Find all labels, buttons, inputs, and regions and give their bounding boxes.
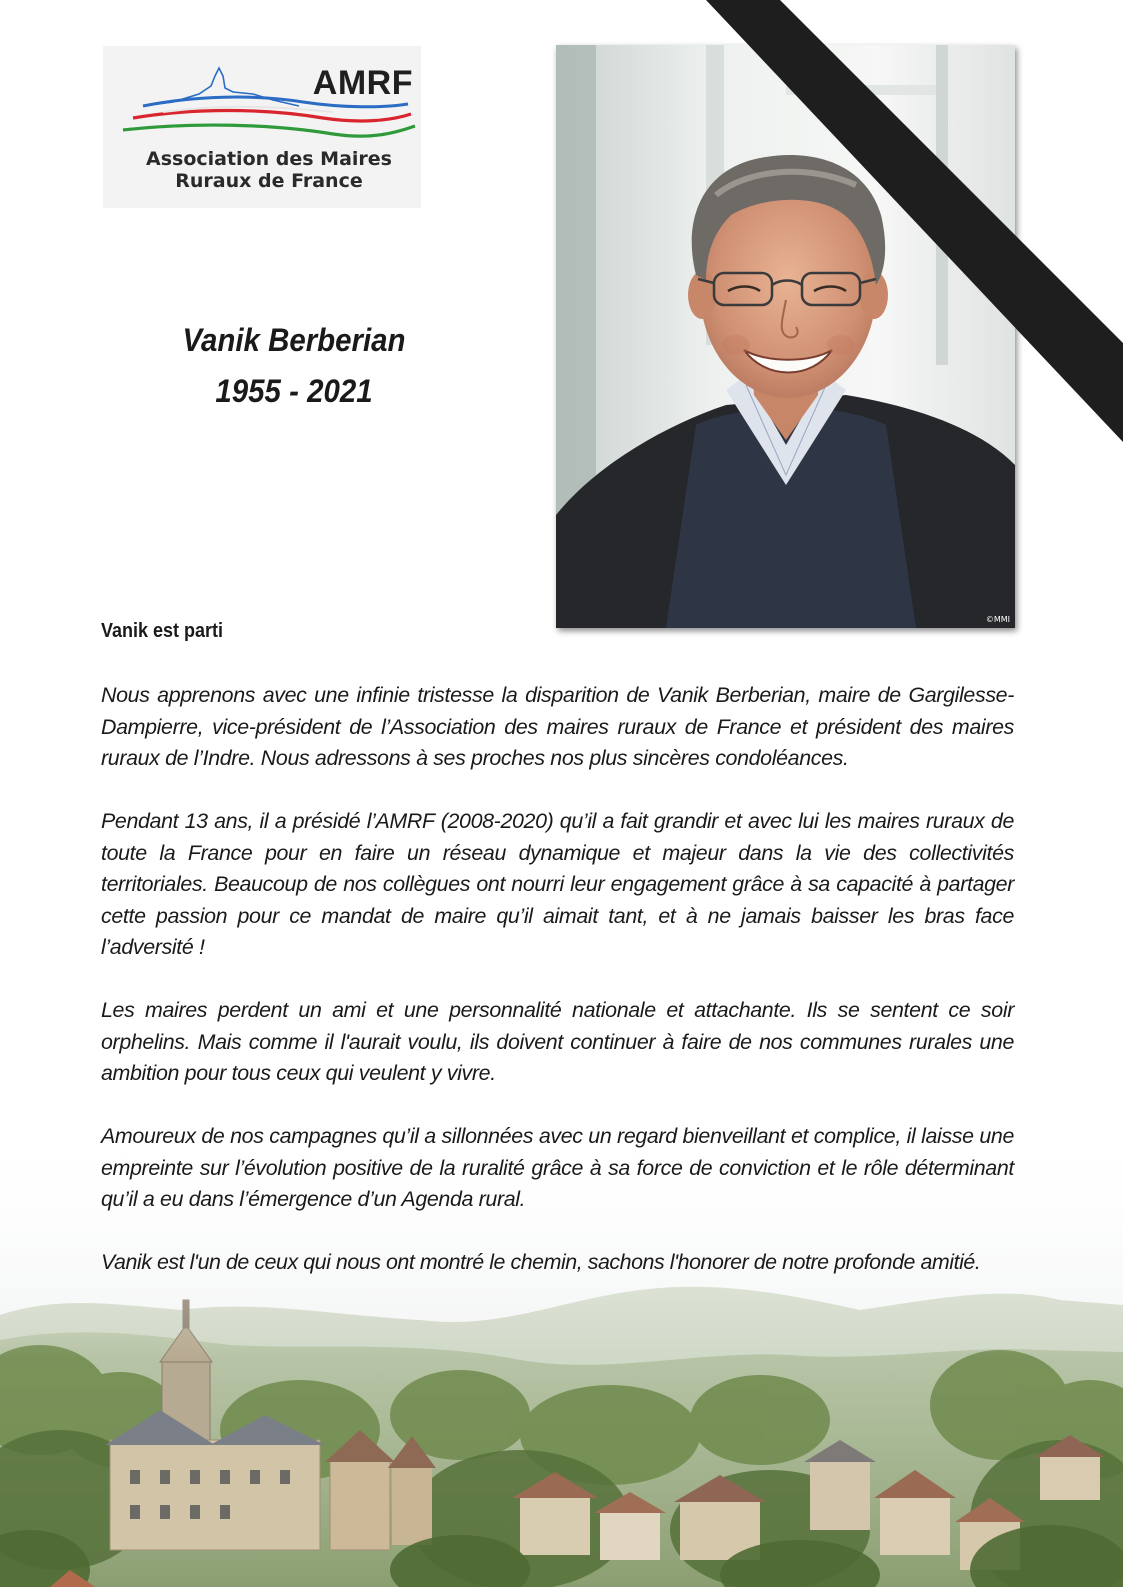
person-dates: 1955 - 2021	[215, 373, 373, 409]
article-paragraph: Vanik est l'un de ceux qui nous ont montré le chemin, sachons l'honorer de notre profonde amitié.	[101, 1250, 981, 1274]
article-paragraph: Pendant 13 ans, il a présidé l’AMRF (2008-2020) qu’il a fait grandir et avec lui les maires ruraux de toute la France pour en faire un réseau dynamique et majeur dans la vie des collectivités territoriales. Beaucoup de nos collègues ont nourri leur engagement grâce à sa capacité à partager cette passion pour ce mandat de maire qu’il aimait tant, et à ne jamais baisser les bras face l’adversité !	[101, 809, 1014, 959]
article-paragraph: Les maires perdent un ami et une personnalité nationale et attachante. Ils se sentent ce soir orphelins. Mais comme il l'aurait voulu, ils doivent continuer à faire de nos communes rurales une ambition pour tous ceux qui veulent y vivre.	[101, 998, 1014, 1085]
person-name: Vanik Berberian	[182, 322, 406, 358]
photo-credit: ©MMI	[985, 615, 1010, 624]
article-heading: Vanik est parti	[101, 620, 224, 642]
logo-acronym: AMRF	[312, 64, 413, 102]
logo-name-line-2: Ruraux de France	[175, 170, 363, 192]
article-paragraph: Amoureux de nos campagnes qu’il a sillonnées avec un regard bienveillant et complice, il laisse une empreinte sur l’évolution positive de la ruralité grâce à sa force de conviction et le rôle déterminant qu’il a eu dans l’émergence d’un Agenda rural.	[101, 1124, 1014, 1211]
article-body	[101, 680, 1014, 1310]
portrait-photo	[556, 45, 1015, 628]
name-block	[150, 322, 438, 410]
amrf-logo	[103, 46, 421, 208]
logo-name-line-1: Association des Maires	[146, 148, 392, 170]
article-paragraph: Nous apprenons avec une infinie tristesse la disparition de Vanik Berberian, maire de Gargilesse-Dampierre, vice-président de l’Association des maires ruraux de France et président des maires ruraux de l’Indre. Nous adressons à ses proches nos plus sincères condoléances.	[101, 683, 1014, 770]
